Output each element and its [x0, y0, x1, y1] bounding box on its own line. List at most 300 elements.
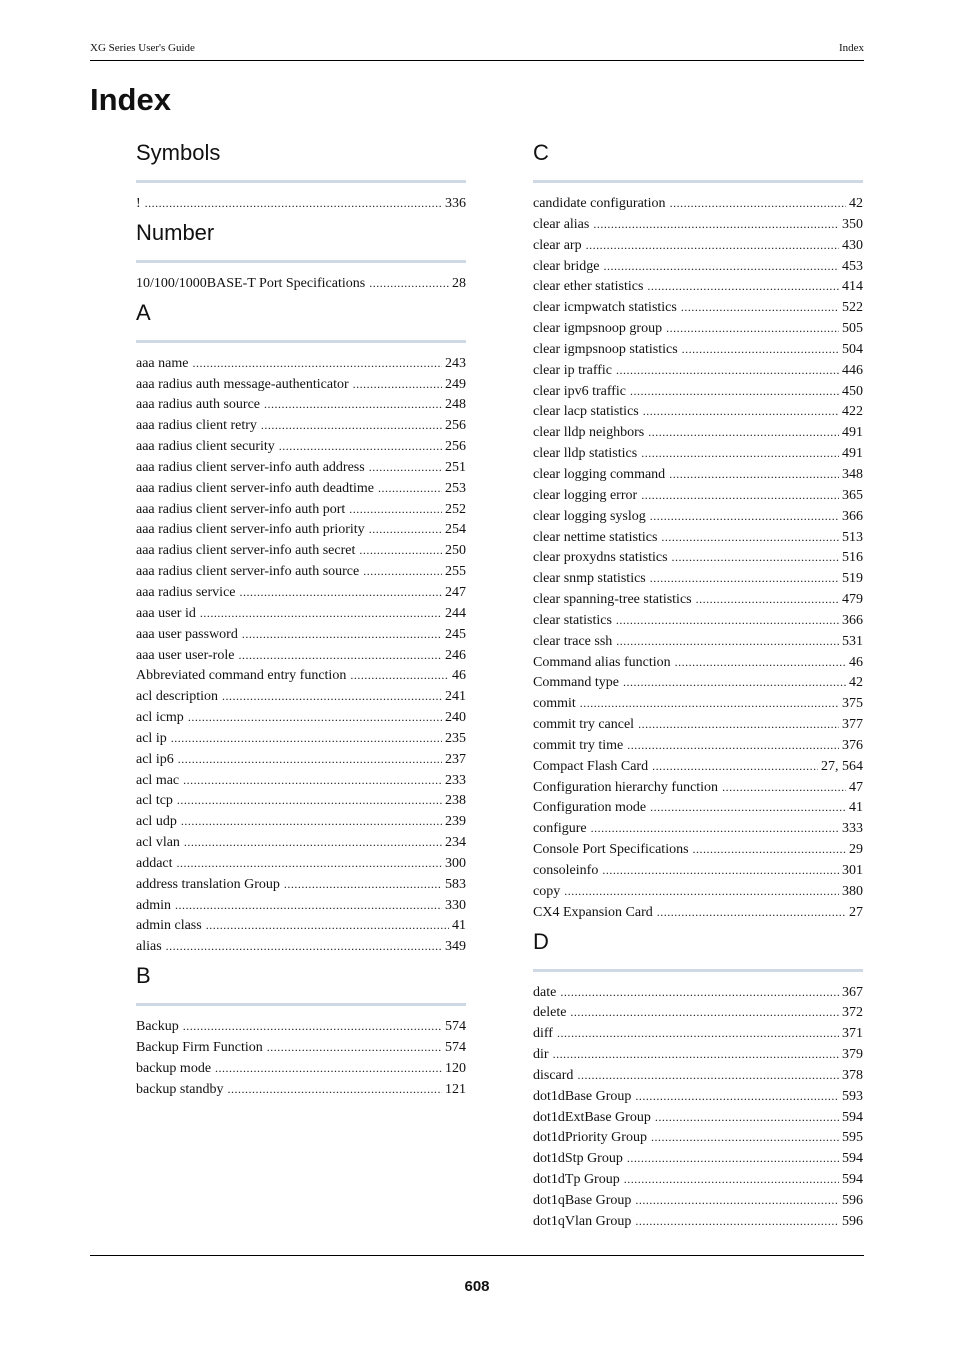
index-entry[interactable]: [533, 714, 863, 735]
dot-leader: [635, 1190, 839, 1211]
dot-leader: [647, 276, 839, 297]
dot-leader: [641, 485, 839, 506]
index-page-ref[interactable]: 375: [842, 696, 863, 712]
index-term: Command type: [533, 675, 619, 691]
index-page-ref[interactable]: 366: [842, 508, 863, 524]
index-page-ref[interactable]: 350: [842, 216, 863, 232]
index-page-ref[interactable]: 531: [842, 633, 863, 649]
index-entry[interactable]: [136, 749, 466, 770]
index-entry[interactable]: [533, 464, 863, 485]
index-page-ref[interactable]: 246: [445, 647, 466, 663]
index-entry[interactable]: [136, 540, 466, 561]
index-term: Backup Firm Function: [136, 1040, 263, 1055]
index-entry[interactable]: [136, 895, 466, 916]
index-entry[interactable]: [533, 756, 863, 777]
index-entry[interactable]: [136, 707, 466, 728]
index-term: acl udp: [136, 814, 177, 830]
index-page-ref[interactable]: 504: [842, 341, 863, 357]
dot-leader: [349, 499, 442, 520]
dot-leader: [616, 360, 839, 381]
dot-leader: [227, 1079, 442, 1100]
index-term: aaa user password: [136, 626, 238, 642]
index-page-ref[interactable]: 256: [445, 439, 466, 455]
index-entry[interactable]: [533, 672, 863, 693]
index-page-ref[interactable]: 446: [842, 362, 863, 378]
index-term: !: [136, 196, 141, 211]
index-entry[interactable]: [533, 902, 863, 923]
index-entry[interactable]: [533, 1211, 863, 1232]
index-page-ref[interactable]: 348: [842, 466, 863, 482]
index-section: [533, 929, 863, 1232]
index-term: clear ether statistics: [533, 279, 644, 295]
dot-leader: [171, 728, 442, 749]
dot-leader: [177, 790, 442, 811]
index-page-ref[interactable]: 256: [445, 418, 466, 434]
index-term: acl icmp: [136, 710, 184, 726]
index-page-ref[interactable]: 574: [445, 1040, 466, 1055]
index-entry[interactable]: [136, 853, 466, 874]
index-term: admin class: [136, 918, 202, 934]
index-entry[interactable]: [533, 1002, 863, 1023]
dot-leader: [166, 936, 442, 957]
index-entry[interactable]: [136, 770, 466, 791]
index-entry[interactable]: [136, 790, 466, 811]
index-entry[interactable]: [136, 394, 466, 415]
index-page-ref[interactable]: 378: [842, 1067, 863, 1083]
index-page-ref[interactable]: 491: [842, 446, 863, 462]
index-term: clear spanning-tree statistics: [533, 592, 692, 608]
index-page-ref[interactable]: 366: [842, 612, 863, 628]
dot-leader: [177, 853, 442, 874]
index-term: dir: [533, 1047, 549, 1063]
index-entry[interactable]: [533, 443, 863, 464]
index-term: dot1qBase Group: [533, 1192, 632, 1208]
index-page-ref[interactable]: 238: [445, 793, 466, 809]
index-term: consoleinfo: [533, 863, 599, 878]
index-page-ref[interactable]: 46: [452, 668, 466, 684]
index-page-ref[interactable]: 252: [445, 501, 466, 517]
index-term: acl tcp: [136, 793, 173, 809]
index-page-ref[interactable]: 516: [842, 550, 863, 566]
index-page-ref[interactable]: 371: [842, 1026, 863, 1042]
index-entry[interactable]: [533, 318, 863, 339]
section-heading: D: [533, 928, 549, 954]
dot-leader: [635, 1086, 839, 1107]
index-entry[interactable]: [533, 1148, 863, 1169]
dot-leader: [183, 770, 442, 791]
index-entry[interactable]: [136, 374, 466, 395]
index-page-ref[interactable]: 583: [445, 876, 466, 892]
index-section: [136, 220, 466, 294]
index-page-ref[interactable]: 430: [842, 237, 863, 253]
index-page-ref[interactable]: 372: [842, 1005, 863, 1021]
index-entry[interactable]: [533, 360, 863, 381]
index-term: candidate configuration: [533, 196, 666, 211]
dot-leader: [630, 381, 839, 402]
dot-leader: [650, 506, 839, 527]
index-page-ref[interactable]: 46: [849, 654, 863, 670]
index-entry[interactable]: [533, 193, 863, 214]
index-page-ref[interactable]: 29: [849, 842, 863, 858]
index-page-ref[interactable]: 27, 564: [821, 758, 863, 774]
index-term: Abbreviated command entry function: [136, 668, 347, 684]
index-term: aaa radius client server-info auth deadtime: [136, 480, 374, 496]
index-entry[interactable]: [136, 915, 466, 936]
index-page-ref[interactable]: 574: [445, 1019, 466, 1035]
index-entry[interactable]: [136, 645, 466, 666]
index-entry[interactable]: [136, 603, 466, 624]
index-entry[interactable]: [533, 777, 863, 798]
dot-leader: [350, 665, 449, 686]
dot-leader: [655, 1107, 839, 1128]
index-entry[interactable]: [533, 401, 863, 422]
index-term: clear trace ssh: [533, 633, 613, 649]
index-entry[interactable]: [533, 860, 863, 881]
index-page-ref[interactable]: 247: [445, 584, 466, 600]
dot-leader: [242, 624, 442, 645]
dot-leader: [264, 394, 442, 415]
index-entry[interactable]: [533, 1044, 863, 1065]
dot-leader: [284, 874, 442, 895]
index-page-ref[interactable]: 240: [445, 710, 466, 726]
index-entry[interactable]: [136, 436, 466, 457]
index-entry[interactable]: [136, 936, 466, 957]
index-entry[interactable]: [533, 568, 863, 589]
index-term: clear lldp statistics: [533, 446, 638, 462]
index-term: clear nettime statistics: [533, 529, 658, 545]
index-page-ref[interactable]: 120: [445, 1060, 466, 1076]
index-term: clear ip traffic: [533, 362, 613, 378]
index-page-ref[interactable]: 522: [842, 300, 863, 316]
index-page-ref[interactable]: 594: [842, 1172, 863, 1188]
index-entry[interactable]: [533, 339, 863, 360]
index-entry[interactable]: [533, 381, 863, 402]
index-page-ref[interactable]: 251: [445, 459, 466, 475]
index-page-ref[interactable]: 491: [842, 425, 863, 441]
index-page-ref[interactable]: 249: [445, 376, 466, 392]
dot-leader: [222, 686, 442, 707]
index-entry[interactable]: [136, 1079, 466, 1100]
dot-leader: [175, 895, 442, 916]
dot-leader: [602, 860, 839, 881]
index-page-ref[interactable]: 594: [842, 1151, 863, 1167]
index-page-ref[interactable]: 27: [849, 904, 863, 920]
section-heading: B: [136, 963, 151, 989]
index-entry[interactable]: [136, 519, 466, 540]
index-entry-list: [136, 353, 466, 957]
index-entry[interactable]: [136, 686, 466, 707]
dot-leader: [184, 832, 442, 853]
dot-leader: [696, 589, 839, 610]
dot-leader: [238, 645, 442, 666]
dot-leader: [183, 1016, 442, 1037]
index-term: dot1dBase Group: [533, 1088, 632, 1104]
index-entry[interactable]: [136, 582, 466, 603]
index-page-ref[interactable]: 250: [445, 543, 466, 559]
index-entry[interactable]: [533, 839, 863, 860]
index-column-left: [136, 140, 466, 1106]
dot-leader: [657, 902, 846, 923]
index-term: alias: [136, 939, 162, 955]
index-term: aaa radius client server-info auth secret: [136, 543, 356, 559]
dot-leader: [672, 547, 839, 568]
index-term: aaa user user-role: [136, 647, 235, 663]
index-term: clear snmp statistics: [533, 571, 646, 587]
index-page-ref[interactable]: 28: [452, 275, 466, 291]
index-page-ref[interactable]: 365: [842, 487, 863, 503]
index-term: clear icmpwatch statistics: [533, 300, 677, 316]
dot-leader: [181, 811, 442, 832]
index-entry[interactable]: [533, 693, 863, 714]
index-page-ref[interactable]: 594: [842, 1109, 863, 1125]
index-entry[interactable]: [136, 1037, 466, 1058]
index-entry[interactable]: [533, 297, 863, 318]
index-entry[interactable]: [533, 547, 863, 568]
index-entry[interactable]: [136, 273, 466, 294]
index-term: clear statistics: [533, 612, 612, 628]
index-page-ref[interactable]: 453: [842, 258, 863, 274]
dot-leader: [616, 631, 839, 652]
dot-leader: [261, 415, 442, 436]
dot-leader: [666, 318, 839, 339]
header-section-name: Index: [838, 42, 864, 54]
index-page-ref[interactable]: 336: [445, 196, 466, 211]
index-page-ref[interactable]: 42: [849, 675, 863, 691]
index-page-ref[interactable]: 300: [445, 855, 466, 871]
index-entry[interactable]: [533, 610, 863, 631]
index-page-ref[interactable]: 121: [445, 1081, 466, 1097]
index-page-ref[interactable]: 241: [445, 689, 466, 705]
dot-leader: [586, 235, 839, 256]
index-term: acl description: [136, 689, 219, 705]
index-entry[interactable]: [533, 527, 863, 548]
dot-leader: [570, 1002, 839, 1023]
index-term: clear proxydns statistics: [533, 550, 668, 566]
index-term: aaa radius client retry: [136, 418, 257, 434]
index-page-ref[interactable]: 379: [842, 1047, 863, 1063]
index-page-ref[interactable]: 596: [842, 1213, 863, 1229]
index-term: Configuration hierarchy function: [533, 779, 719, 795]
index-page-ref[interactable]: 239: [445, 814, 466, 830]
index-term: clear alias: [533, 216, 590, 232]
index-entry[interactable]: [533, 589, 863, 610]
index-term: aaa name: [136, 355, 189, 371]
index-page-ref[interactable]: 380: [842, 883, 863, 899]
index-term: dot1dExtBase Group: [533, 1109, 651, 1125]
index-term: aaa radius service: [136, 584, 236, 600]
dot-leader: [669, 464, 839, 485]
dot-leader: [378, 478, 442, 499]
index-entry[interactable]: [136, 499, 466, 520]
dot-leader: [627, 1148, 839, 1169]
dot-leader: [192, 353, 442, 374]
section-heading: Number: [136, 219, 215, 245]
dot-leader: [267, 1037, 442, 1058]
page-title: Index: [90, 82, 171, 117]
dot-leader: [693, 839, 846, 860]
index-entry[interactable]: [533, 1023, 863, 1044]
index-entry[interactable]: [533, 1190, 863, 1211]
index-term: discard: [533, 1067, 574, 1083]
index-page-ref[interactable]: 593: [842, 1088, 863, 1104]
index-entry[interactable]: [533, 1107, 863, 1128]
index-entry[interactable]: [533, 422, 863, 443]
dot-leader: [675, 652, 846, 673]
index-page-ref[interactable]: 505: [842, 321, 863, 337]
index-term: clear logging command: [533, 466, 666, 482]
index-term: commit: [533, 696, 576, 712]
index-entry[interactable]: [136, 832, 466, 853]
index-term: Configuration mode: [533, 800, 647, 816]
index-entry[interactable]: [136, 193, 466, 214]
index-page-ref[interactable]: 596: [842, 1192, 863, 1208]
index-entry[interactable]: [136, 353, 466, 374]
index-entry-list: [533, 982, 863, 1232]
index-entry[interactable]: [136, 1016, 466, 1037]
dot-leader: [560, 982, 839, 1003]
section-divider: [533, 969, 863, 972]
index-entry[interactable]: [533, 1169, 863, 1190]
dot-leader: [722, 777, 846, 798]
index-entry[interactable]: [136, 624, 466, 645]
index-term: copy: [533, 883, 561, 899]
index-term: clear igmpsnoop statistics: [533, 341, 678, 357]
dot-leader: [661, 527, 839, 548]
index-entry[interactable]: [533, 652, 863, 673]
index-entry[interactable]: [533, 485, 863, 506]
index-page-ref[interactable]: 376: [842, 737, 863, 753]
dot-leader: [652, 756, 818, 777]
index-page-ref[interactable]: 254: [445, 522, 466, 538]
dot-leader: [651, 1127, 839, 1148]
index-entry[interactable]: [533, 631, 863, 652]
index-page-ref[interactable]: 234: [445, 835, 466, 851]
index-page-ref[interactable]: 253: [445, 480, 466, 496]
index-page-ref[interactable]: 367: [842, 984, 863, 1000]
index-entry[interactable]: [533, 276, 863, 297]
index-term: dot1dTp Group: [533, 1172, 620, 1188]
index-entry[interactable]: [533, 818, 863, 839]
index-term: dot1qVlan Group: [533, 1213, 632, 1229]
index-page-ref[interactable]: 42: [849, 196, 863, 211]
index-term: backup mode: [136, 1060, 212, 1076]
dot-leader: [682, 339, 839, 360]
index-entry[interactable]: [136, 874, 466, 895]
index-entry[interactable]: [136, 665, 466, 686]
dot-leader: [670, 193, 846, 214]
dot-leader: [206, 915, 449, 936]
index-page-ref[interactable]: 349: [445, 939, 466, 955]
index-page-ref[interactable]: 519: [842, 571, 863, 587]
index-term: addact: [136, 855, 173, 871]
index-entry[interactable]: [533, 214, 863, 235]
index-entry[interactable]: [136, 1058, 466, 1079]
index-term: clear arp: [533, 237, 582, 253]
index-entry[interactable]: [533, 797, 863, 818]
index-entry-list: [533, 193, 863, 923]
index-page-ref[interactable]: 235: [445, 730, 466, 746]
index-page-ref[interactable]: 243: [445, 355, 466, 371]
index-term: aaa radius client server-info auth port: [136, 501, 346, 517]
index-term: Compact Flash Card: [533, 758, 649, 774]
index-page-ref[interactable]: 301: [842, 863, 863, 878]
dot-leader: [623, 672, 846, 693]
index-page-ref[interactable]: 244: [445, 605, 466, 621]
index-entry[interactable]: [533, 1127, 863, 1148]
index-page-ref[interactable]: 41: [452, 918, 466, 934]
index-entry[interactable]: [533, 506, 863, 527]
index-entry[interactable]: [136, 415, 466, 436]
index-entry[interactable]: [136, 811, 466, 832]
index-section: [136, 140, 466, 214]
index-entry[interactable]: [136, 561, 466, 582]
dot-leader: [145, 193, 442, 214]
index-term: aaa radius client security: [136, 439, 275, 455]
dot-leader: [363, 561, 442, 582]
dot-leader: [616, 610, 839, 631]
index-page-ref[interactable]: 237: [445, 751, 466, 767]
index-entry[interactable]: [533, 235, 863, 256]
index-column-right: [533, 140, 863, 1238]
dot-leader: [353, 374, 442, 395]
dot-leader: [188, 707, 442, 728]
section-heading: Symbols: [136, 140, 221, 165]
index-page-ref[interactable]: 479: [842, 592, 863, 608]
index-term: acl ip: [136, 730, 167, 746]
index-term: date: [533, 984, 557, 1000]
index-page-ref[interactable]: 233: [445, 772, 466, 788]
index-page-ref[interactable]: 47: [849, 779, 863, 795]
index-page-ref[interactable]: 248: [445, 397, 466, 413]
index-entry[interactable]: [533, 881, 863, 902]
index-entry[interactable]: [136, 478, 466, 499]
index-page-ref[interactable]: 414: [842, 279, 863, 295]
index-entry[interactable]: [533, 735, 863, 756]
index-page-ref[interactable]: 333: [842, 821, 863, 837]
dot-leader: [681, 297, 839, 318]
dot-leader: [643, 401, 839, 422]
running-header: [90, 42, 864, 61]
index-page-ref[interactable]: 377: [842, 717, 863, 733]
index-page-ref[interactable]: 513: [842, 529, 863, 545]
index-page-ref[interactable]: 595: [842, 1130, 863, 1146]
dot-leader: [648, 422, 839, 443]
index-entry[interactable]: [533, 1065, 863, 1086]
index-section: [136, 963, 466, 1099]
index-term: clear bridge: [533, 258, 600, 274]
index-entry[interactable]: [533, 982, 863, 1003]
index-term: 10/100/1000BASE-T Port Specifications: [136, 275, 366, 291]
section-heading: A: [136, 299, 151, 325]
page-number: 608: [464, 1278, 490, 1295]
index-page-ref[interactable]: 41: [849, 800, 863, 816]
index-page-ref[interactable]: 255: [445, 564, 466, 580]
index-entry[interactable]: [136, 457, 466, 478]
dot-leader: [577, 1065, 839, 1086]
index-entry[interactable]: [136, 728, 466, 749]
index-term: dot1dPriority Group: [533, 1130, 647, 1146]
dot-leader: [624, 1169, 839, 1190]
index-section: [533, 140, 863, 923]
index-term: delete: [533, 1005, 567, 1021]
index-page-ref[interactable]: 245: [445, 626, 466, 642]
index-page-ref[interactable]: 450: [842, 383, 863, 399]
index-entry[interactable]: [533, 1086, 863, 1107]
index-entry[interactable]: [533, 256, 863, 277]
index-page-ref[interactable]: 422: [842, 404, 863, 420]
index-page-ref[interactable]: 330: [445, 897, 466, 913]
dot-leader: [635, 1211, 839, 1232]
